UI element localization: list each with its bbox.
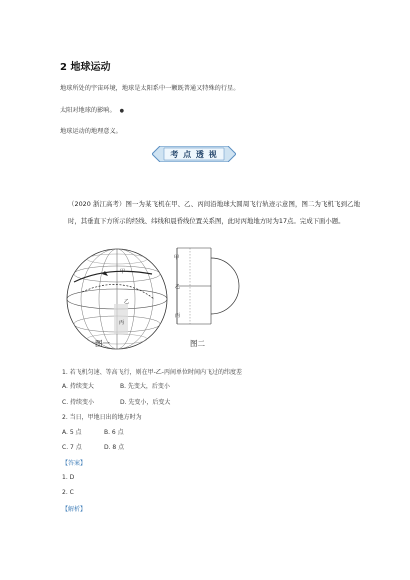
fig1-label-jia: 甲 <box>120 269 126 275</box>
answer-item-2: 2. C <box>62 489 74 496</box>
intro-line-1: 地球所处的宇宙环境，地球是太阳系中一颗既普通又特殊的行星。 <box>60 85 240 92</box>
fig2-label-yi: 乙 <box>175 284 181 290</box>
globe-diagram <box>62 244 172 354</box>
answer-item-1: 1. D <box>62 474 75 481</box>
q2-option-b: B. 6 点 <box>104 429 124 436</box>
fig2-label-jia: 甲 <box>174 255 180 261</box>
q1-option-b: B. 先变大，后变小 <box>120 383 170 390</box>
q2-option-a: A. 5 点 <box>62 429 82 436</box>
q1-stem: 1. 若飞机匀速、等高飞行，则在甲-乙-丙间单位时间内飞过的纬度差 <box>62 369 242 376</box>
section-title: 2 地球运动 <box>60 62 111 73</box>
figure-1-caption: 图一 <box>95 339 110 348</box>
q2-stem: 2. 当日，甲地日出的地方时为 <box>62 414 142 421</box>
intro-line-3: 地球运动的地理意义。 <box>60 128 122 135</box>
fig2-label-bing: 丙 <box>175 313 181 319</box>
figure-2-caption: 图二 <box>190 339 205 348</box>
intro-line-2-text: 太阳对地球的影响。 <box>60 107 116 114</box>
banner-text: 考 点 透 视 <box>170 150 218 159</box>
fig1-label-bing: 丙 <box>119 320 125 326</box>
answer-label: 【答案】 <box>62 460 87 467</box>
fig1-label-yi: 乙 <box>124 299 130 305</box>
meridian-diagram <box>175 246 245 326</box>
q2-option-c: C. 7 点 <box>62 444 82 451</box>
intro-line-2 <box>60 105 124 114</box>
q1-option-d: D. 先变小，后变大 <box>120 399 171 406</box>
bullet-mark: ● <box>119 108 125 114</box>
question-intro: （2020 浙江高考）图一为某飞机在甲、乙、丙间沿地球大圆周飞行轨迹示意图，图二为飞机飞到乙地时，其垂直下方所示的经线、纬线和晨昏线位置关系图，此时丙地地方时为17点。完成下面小题。 <box>68 200 360 225</box>
kaodian-banner <box>152 146 236 162</box>
analysis-label: 【解析】 <box>62 506 87 513</box>
q1-option-a: A. 持续变大 <box>62 383 94 390</box>
q2-option-d: D. 8 点 <box>104 444 125 451</box>
q1-option-c: C. 持续变小 <box>62 399 95 406</box>
figure-1 <box>62 244 172 354</box>
figure-2 <box>175 246 245 326</box>
